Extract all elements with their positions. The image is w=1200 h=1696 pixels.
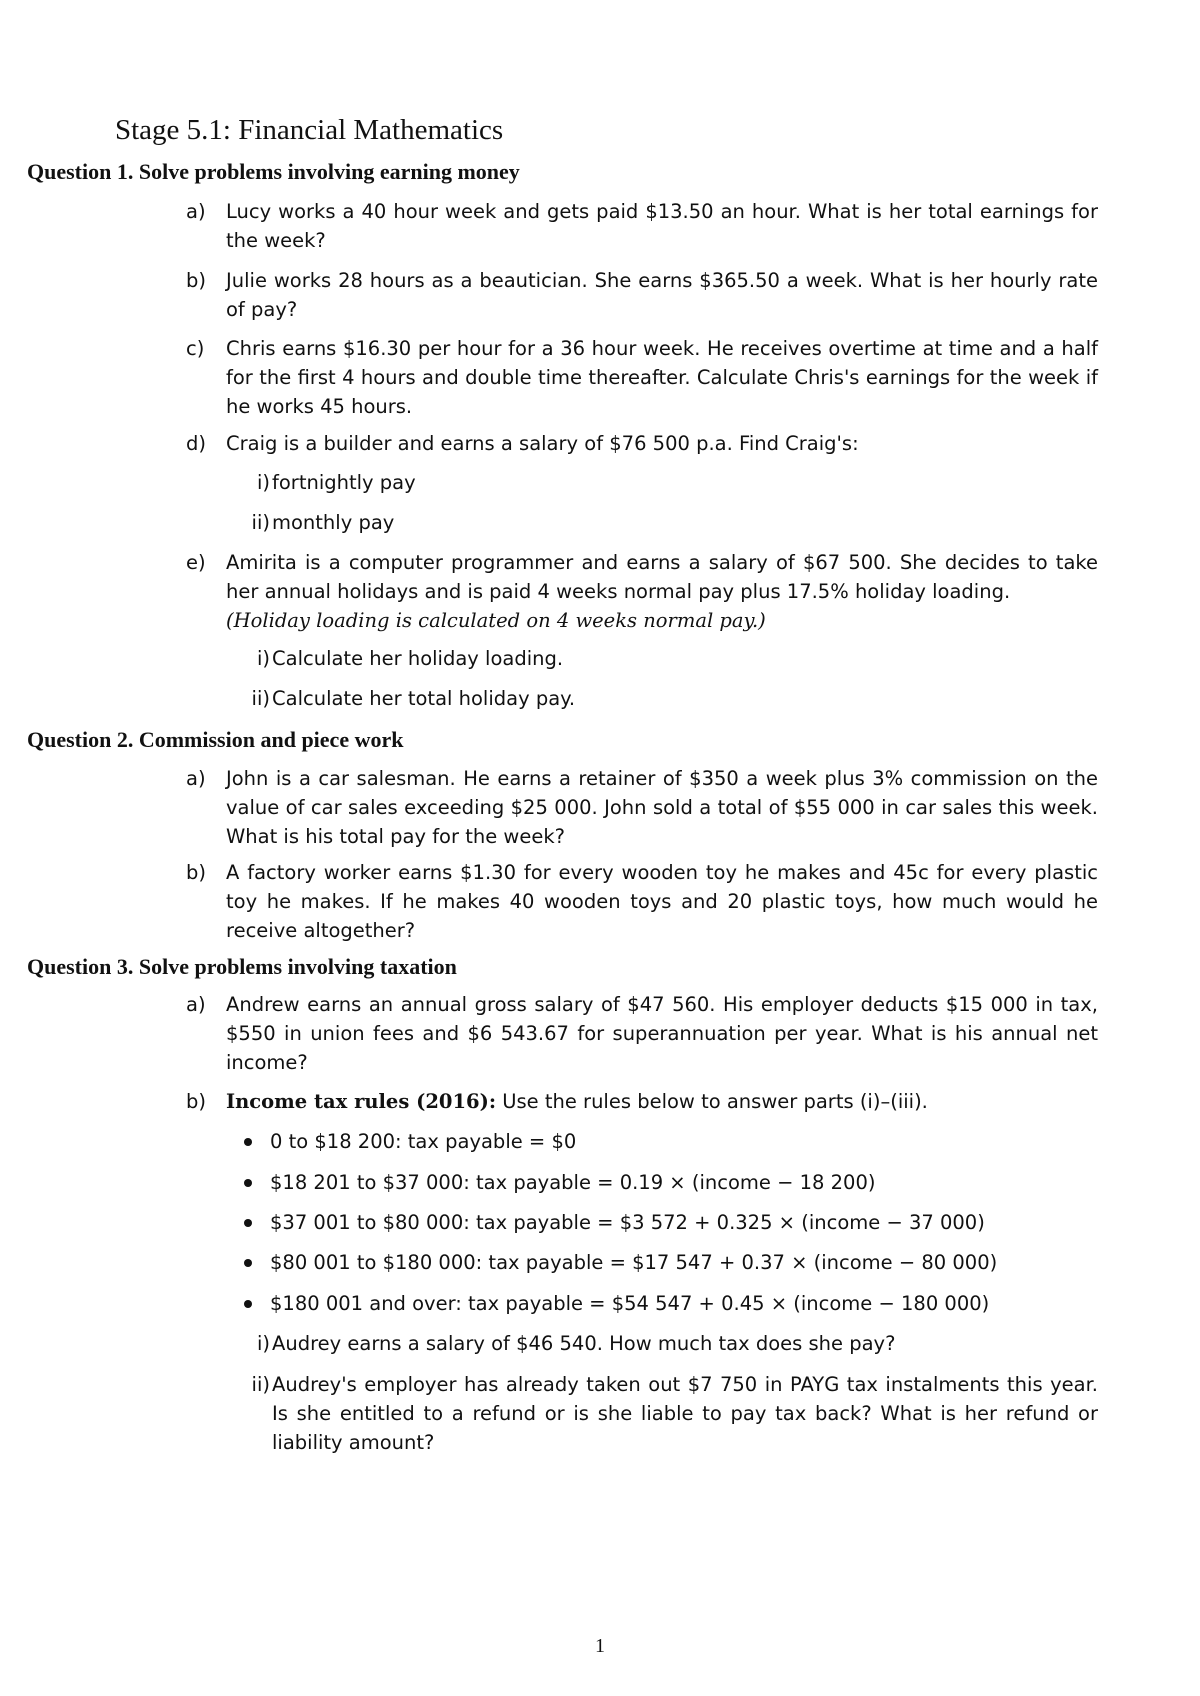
question-3-heading: Question 3. Solve problems involving taxation — [27, 954, 457, 979]
item-text: Chris earns $16.30 per hour for a 36 hour week. He receives overtime at time and a half for the first 4 hours and double time thereafter. Calculate Chris's earnings for the week if he works 45 hours. — [226, 337, 1098, 418]
bullet-text: $80 001 to $180 000: tax payable = $17 547 + 0.37 × (income − 80 000) — [270, 1251, 998, 1274]
question-3b — [186, 1087, 1098, 1116]
bullet-text: $37 001 to $80 000: tax payable = $3 572 + 0.325 × (income − 37 000) — [270, 1211, 985, 1234]
question-1a — [186, 197, 1098, 255]
item-label: a) — [186, 767, 206, 790]
page-title: Stage 5.1: Financial Mathematics — [115, 114, 504, 146]
item-text-wrap — [226, 548, 1098, 635]
sub-text: fortnightly pay — [272, 471, 416, 494]
item-text: Julie works 28 hours as a beautician. She earns $365.50 a week. What is her hourly rate of pay? — [226, 269, 1098, 321]
bullet-icon — [244, 1259, 252, 1267]
question-1e-i — [234, 644, 1098, 673]
question-2a — [186, 764, 1098, 851]
item-text: John is a car salesman. He earns a retainer of $350 a week plus 3% commission on the value of car sales exceeding $25 000. John sold a total of $55 000 in car sales this week. What is his total pay for the week? — [226, 767, 1098, 848]
sub-text: monthly pay — [272, 511, 395, 534]
item-label: e) — [186, 551, 206, 574]
item-text: Use the rules below to answer parts (i)–(iii). — [496, 1090, 928, 1113]
item-label: b) — [186, 1090, 206, 1113]
question-1d-i — [234, 468, 1098, 497]
item-label: a) — [186, 993, 206, 1016]
bullet-icon — [244, 1138, 252, 1146]
item-text: Andrew earns an annual gross salary of $47 560. His employer deducts $15 000 in tax, $550 in union fees and $6 543.67 for superannuation per year. What is his annual net income? — [226, 993, 1098, 1074]
question-1c — [186, 334, 1098, 421]
sub-label: i) — [256, 471, 270, 494]
holiday-loading-note: (Holiday loading is calculated on 4 weeks normal pay.) — [226, 609, 766, 632]
item-text-wrap — [226, 1087, 1098, 1116]
sub-text: Audrey's employer has already taken out $7 750 in PAYG tax instalments this year. Is she entitled to a refund or is she liable to pay tax back? What is her refund or liability amount? — [272, 1373, 1098, 1454]
question-1-heading: Question 1. Solve problems involving earning money — [27, 159, 520, 184]
item-text: Amirita is a computer programmer and earns a salary of $67 500. She decides to take her annual holidays and is paid 4 weeks normal pay plus 17.5% holiday loading. — [226, 551, 1098, 603]
sub-label: i) — [256, 1332, 270, 1355]
bullet-text: $180 001 and over: tax payable = $54 547 + 0.45 × (income − 180 000) — [270, 1292, 990, 1315]
question-3b-ii — [234, 1370, 1098, 1457]
question-1b — [186, 266, 1098, 324]
item-text: Lucy works a 40 hour week and gets paid $13.50 an hour. What is her total earnings for the week? — [226, 200, 1098, 252]
income-tax-rules-label: Income tax rules (2016): — [226, 1090, 497, 1113]
tax-bracket-3 — [244, 1208, 985, 1237]
sub-label: ii) — [251, 687, 270, 710]
bullet-text: 0 to $18 200: tax payable = $0 — [270, 1130, 577, 1153]
item-text: A factory worker earns $1.30 for every wooden toy he makes and 45c for every plastic toy he makes. If he makes 40 wooden toys and 20 plastic toys, how much would he receive altogether? — [226, 861, 1098, 942]
tax-bracket-5 — [244, 1289, 989, 1318]
question-1d-ii — [234, 508, 1098, 537]
sub-text: Audrey earns a salary of $46 540. How much tax does she pay? — [272, 1332, 896, 1355]
question-2-heading: Question 2. Commission and piece work — [27, 727, 404, 752]
sub-label: ii) — [251, 511, 270, 534]
item-text: Craig is a builder and earns a salary of $76 500 p.a. Find Craig's: — [226, 432, 859, 455]
item-label: b) — [186, 269, 206, 292]
tax-bracket-1 — [244, 1127, 576, 1156]
sub-text: Calculate her holiday loading. — [272, 647, 564, 670]
question-1d — [186, 429, 1098, 458]
bullet-text: $18 201 to $37 000: tax payable = 0.19 × (income − 18 200) — [270, 1171, 876, 1194]
bullet-icon — [244, 1300, 252, 1308]
sub-text: Calculate her total holiday pay. — [272, 687, 576, 710]
tax-bracket-2 — [244, 1168, 875, 1197]
sub-label: i) — [256, 647, 270, 670]
item-label: c) — [186, 337, 205, 360]
item-label: b) — [186, 861, 206, 884]
question-1e-ii — [234, 684, 1098, 713]
sub-label: ii) — [251, 1373, 270, 1396]
tax-bracket-4 — [244, 1248, 997, 1277]
question-3b-i — [234, 1329, 1098, 1358]
question-3a — [186, 990, 1098, 1077]
page-number: 1 — [595, 1635, 605, 1657]
question-1e — [186, 548, 1098, 635]
bullet-icon — [244, 1219, 252, 1227]
bullet-icon — [244, 1179, 252, 1187]
question-2b — [186, 858, 1098, 945]
item-label: d) — [186, 432, 206, 455]
item-label: a) — [186, 200, 206, 223]
